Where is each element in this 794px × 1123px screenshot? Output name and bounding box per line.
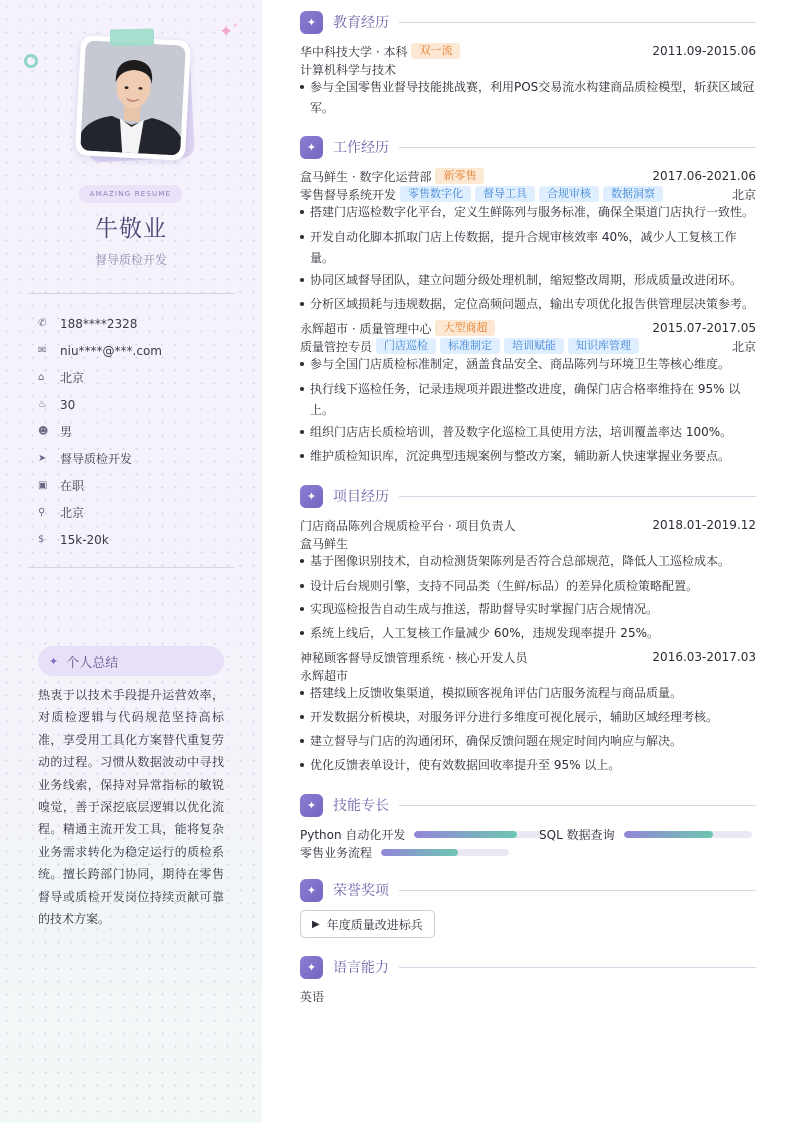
section-divider [399, 22, 756, 23]
section-header-projects [300, 484, 756, 508]
major-row [300, 60, 756, 78]
position-row [300, 185, 756, 203]
sparkle-icon: ✦ [219, 22, 234, 42]
phone-icon: ✆ [38, 318, 47, 329]
small-sparkle-icon: ✦ [232, 21, 239, 30]
summary-header [38, 646, 224, 676]
gender-icon: ☻ [38, 426, 49, 437]
section-title: 语言能力 [333, 960, 389, 976]
contact-list [38, 310, 248, 553]
skill-tag: 督导工具 [475, 186, 535, 202]
contact-text: 督导质检开发 [60, 452, 133, 466]
education-date: 2011.09-2015.06 [652, 44, 756, 58]
contact-item [38, 526, 248, 553]
bullet-item: 执行线下巡检任务，记录违规项并跟进整改进度，确保门店合格率维持在 95% 以上。 [300, 379, 756, 421]
skill-bar-fill [381, 849, 458, 856]
summary-text: 热衷于以技术手段提升运营效率，对质检逻辑与代码规范坚持高标准，享受用工具化方案替代重复劳动的过程。习惯从数据波动中寻找业务线索，保持对异常指标的敏锐嗅觉，善于深挖底层逻辑以优化流程。精通主流开发工具，能将复杂业务需求转化为稳定运行的质检系统。擅长跨部门协同，期待在零售督导或质检开发岗位持续贡献可靠的技术方案。 [38, 688, 224, 927]
sparkle-icon: ✦ [300, 136, 323, 159]
contact-text: 在职 [60, 479, 85, 493]
divider [28, 567, 234, 568]
skill-bar [624, 831, 752, 838]
language-row [300, 987, 756, 1005]
section-divider [399, 496, 756, 497]
salary-icon: $ [38, 534, 45, 545]
contact-text: 男 [60, 425, 73, 439]
position-row [300, 337, 756, 355]
company-badge: 新零售 [435, 168, 484, 184]
contact-item [38, 391, 248, 418]
skill-bar-fill [414, 831, 516, 838]
skill-tag: 培训赋能 [504, 338, 564, 354]
position-title: 质量管控专员 [300, 339, 373, 354]
skill-tag: 门店巡检 [376, 338, 436, 354]
work-date: 2015.07-2017.05 [652, 321, 756, 335]
language-item: 英语 [300, 989, 325, 1004]
tape-decoration [110, 29, 154, 47]
contact-text: 15k-20k [60, 532, 109, 547]
school-badge: 双一流 [411, 43, 460, 59]
contact-text: 188****2328 [60, 316, 138, 331]
award-item [300, 910, 435, 938]
company-name: 永辉超市 · 质量管理中心 [300, 321, 432, 336]
location-pin-icon: ⚲ [38, 507, 46, 518]
decorative-ring [24, 54, 38, 68]
bullet-item: 维护质检知识库，沉淀典型违规案例与整改方案，辅助新人快速掌握业务要点。 [300, 446, 756, 467]
contact-item [38, 310, 248, 337]
section-header-skills [300, 793, 756, 817]
section-divider [399, 147, 756, 148]
work-city: 北京 [731, 187, 756, 202]
candidate-name: 牛敬业 [95, 216, 167, 242]
project-org-row [300, 534, 756, 552]
bullet-item: 实现巡检报告自动生成与推送，帮助督导实时掌握门店合规情况。 [300, 599, 756, 620]
skill-item [300, 844, 509, 860]
project-header-row [300, 648, 756, 666]
contact-item [38, 445, 248, 472]
work-date: 2017.06-2021.06 [652, 169, 756, 183]
section-divider [399, 967, 756, 968]
summary-title: 个人总结 [66, 655, 119, 671]
position-title: 零售督导系统开发 [300, 187, 397, 202]
contact-text: 30 [60, 397, 76, 412]
briefcase-icon: ▣ [38, 480, 48, 491]
sidebar [0, 0, 262, 1123]
project-org-row [300, 666, 756, 684]
skill-tag: 数据洞察 [603, 186, 663, 202]
school-name: 华中科技大学 · 本科 [300, 44, 408, 59]
profile-photo-frame [75, 35, 191, 161]
company-badge: 大型商超 [435, 320, 495, 336]
project-name: 门店商品陈列合规质检平台 · 项目负责人 [300, 518, 516, 533]
contact-text: niu****@***.com [60, 343, 162, 358]
section-divider [399, 890, 756, 891]
major: 计算机科学与技术 [300, 62, 397, 77]
skill-name: Python 自动化开发 [300, 827, 406, 842]
contact-item [38, 472, 248, 499]
award-name: 年度质量改进标兵 [326, 917, 423, 932]
bullet-item: 系统上线后，人工复核工作量减少 60%，违规发现率提升 25%。 [300, 623, 756, 644]
section-title: 荣誉奖项 [333, 883, 389, 899]
skill-bar [414, 831, 542, 838]
bullet-item: 分析区域损耗与违规数据，定位高频问题点，输出专项优化报告供管理层决策参考。 [300, 294, 756, 315]
sparkle-icon: ✦ [300, 956, 323, 979]
sparkle-icon: ✦ [49, 654, 59, 668]
skill-tag: 标准制定 [440, 338, 500, 354]
sparkle-icon: ✦ [300, 794, 323, 817]
bullet-item: 参与全国门店质检标准制定，涵盖食品安全、商品陈列与环境卫生等核心维度。 [300, 354, 756, 375]
section-divider [399, 805, 756, 806]
skill-bar-fill [624, 831, 714, 838]
work-header-row [300, 319, 756, 337]
play-triangle-icon: ▶ [312, 918, 320, 930]
sparkle-icon: ✦ [300, 879, 323, 902]
section-header-honors [300, 878, 756, 902]
skill-item [300, 826, 542, 842]
bullet-item: 优化反馈表单设计，使有效数据回收率提升至 95% 以上。 [300, 755, 756, 776]
profile-photo [80, 40, 186, 155]
bullet-item: 建立督导与门店的沟通闭环，确保反馈问题在规定时间内响应与解决。 [300, 731, 756, 752]
bullet-item: 协同区域督导团队，建立问题分级处理机制，缩短整改周期，形成质量改进闭环。 [300, 270, 756, 291]
skill-name: SQL 数据查询 [539, 827, 615, 842]
company-name: 盒马鲜生 · 数字化运营部 [300, 169, 432, 184]
skill-tag: 合规审核 [539, 186, 599, 202]
section-title: 教育经历 [333, 15, 389, 31]
education-row [300, 42, 756, 60]
cake-icon: ♨ [38, 399, 47, 410]
section-title: 项目经历 [333, 489, 389, 505]
bullet-item: 搭建线上反馈收集渠道，模拟顾客视角评估门店服务流程与商品质量。 [300, 683, 756, 704]
project-date: 2018.01-2019.12 [652, 518, 756, 532]
section-header-work [300, 135, 756, 159]
send-icon: ➤ [38, 453, 47, 464]
resume-tag: AMAZING RESUME [79, 185, 182, 203]
contact-item [38, 364, 248, 391]
mail-icon: ✉ [38, 345, 47, 356]
contact-text: 北京 [60, 506, 85, 520]
bullet-item: 参与全国零售业督导技能挑战赛，利用POS交易流水构建商品质检模型，斩获区域冠军。 [300, 77, 756, 119]
work-city: 北京 [731, 339, 756, 354]
project-org: 永辉超市 [300, 668, 349, 683]
section-title: 工作经历 [333, 140, 389, 156]
bullet-item: 基于图像识别技术，自动检测货架陈列是否符合总部规范，降低人工巡检成本。 [300, 551, 756, 572]
project-date: 2016.03-2017.03 [652, 650, 756, 664]
skill-tag: 知识库管理 [568, 338, 639, 354]
bullet-item: 组织门店店长质检培训，普及数字化巡检工具使用方法，培训覆盖率达 100%。 [300, 422, 756, 443]
contact-item [38, 337, 248, 364]
bullet-item: 开发数据分析模块，对服务评分进行多维度可视化展示，辅助区域经理考核。 [300, 707, 756, 728]
contact-text: 北京 [60, 371, 85, 385]
divider [28, 293, 234, 294]
contact-item [38, 418, 248, 445]
home-icon: ⌂ [38, 372, 45, 383]
sparkle-icon: ✦ [300, 485, 323, 508]
work-header-row [300, 167, 756, 185]
project-header-row [300, 516, 756, 534]
section-header-education [300, 10, 756, 34]
sparkle-icon: ✦ [300, 11, 323, 34]
project-name: 神秘顾客督导反馈管理系统 · 核心开发人员 [300, 650, 528, 665]
candidate-role: 督导质检开发 [94, 253, 167, 267]
skill-item [539, 826, 752, 842]
skill-name: 零售业务流程 [300, 845, 373, 860]
bullet-item: 开发自动化脚本抓取门店上传数据，提升合规审核效率 40%，减少人工复核工作量。 [300, 227, 756, 269]
section-title: 技能专长 [333, 798, 389, 814]
skill-tag: 零售数字化 [400, 186, 471, 202]
skill-bar [381, 849, 509, 856]
project-org: 盒马鲜生 [300, 536, 349, 551]
contact-item [38, 499, 248, 526]
bullet-item: 设计后台规则引擎，支持不同品类（生鲜/标品）的差异化质检策略配置。 [300, 576, 756, 597]
bullet-item: 搭建门店巡检数字化平台，定义生鲜陈列与服务标准，确保全渠道门店执行一致性。 [300, 202, 756, 223]
section-header-languages [300, 955, 756, 979]
